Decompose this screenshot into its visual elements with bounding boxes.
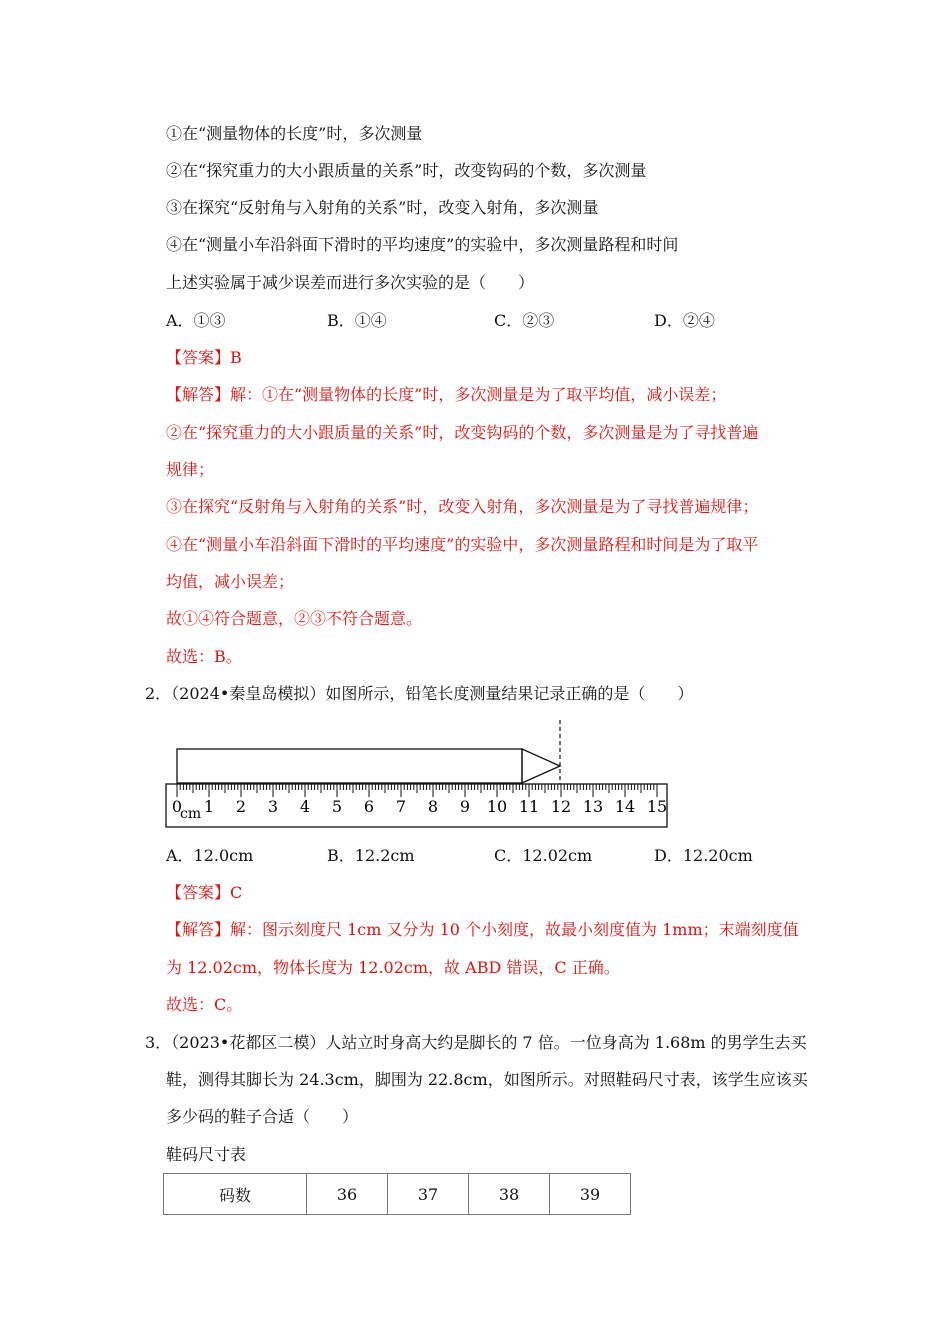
ruler-number: 7 (395, 797, 407, 816)
q1-option-b: B．①④ (327, 311, 387, 330)
q2-option-b: B．12.2cm (327, 846, 415, 865)
q1-analysis-line-3: 规律； (166, 460, 215, 479)
ruler-number: 10 (486, 797, 508, 816)
q1-option-c: C．②③ (494, 311, 555, 330)
q2-option-c: C．12.02cm (494, 846, 593, 865)
q2-answer: 【答案】C (166, 883, 243, 902)
q1-answer: 【答案】B (166, 348, 242, 367)
q2-analysis-line-2: 为 12.02cm，物体长度为 12.02cm，故 ABD 错误，C 正确。 (166, 958, 620, 977)
ruler-number: 4 (299, 797, 311, 816)
ruler-number: 1 (203, 797, 215, 816)
shoe-size-table (163, 1173, 631, 1215)
ruler-number: 14 (614, 797, 636, 816)
table-header-cell: 码数 (164, 1174, 307, 1215)
q1-item-4: ④在“测量小车沿斜面下滑时的平均速度”的实验中，多次测量路程和时间 (166, 235, 679, 254)
ruler-number: 12 (550, 797, 572, 816)
q1-analysis-line-5: ④在“测量小车沿斜面下滑时的平均速度”的实验中，多次测量路程和时间是为了取平 (166, 535, 759, 554)
pencil-tip (522, 749, 560, 783)
table-header-cell: 37 (388, 1174, 469, 1215)
q2-option-a: A．12.0cm (166, 846, 254, 865)
q1-analysis-line-1: 【解答】解：①在“测量物体的长度”时，多次测量是为了取平均值，减小误差； (166, 385, 727, 404)
ruler-number: 5 (331, 797, 343, 816)
ruler-number: 6 (363, 797, 375, 816)
ruler-number: 3 (267, 797, 279, 816)
q1-item-3: ③在探究“反射角与入射角的关系”时，改变入射角，多次测量 (166, 198, 599, 217)
q3-stem-line-3: 多少码的鞋子合适（ ） (166, 1107, 359, 1126)
pencil-body (177, 749, 522, 783)
q1-option-a: A．①③ (166, 311, 226, 330)
q1-option-d: D．②④ (654, 311, 715, 330)
table-header-cell: 39 (550, 1174, 631, 1215)
q2-option-d: D．12.20cm (654, 846, 753, 865)
table-header-cell: 38 (469, 1174, 550, 1215)
q1-analysis-line-7: 故①④符合题意，②③不符合题意。 (166, 609, 423, 628)
q3-stem-line-2: 鞋，测得其脚长为 24.3cm，脚围为 22.8cm，如图所示。对照鞋码尺寸表，该学生应该买 (166, 1070, 808, 1089)
q1-analysis-line-6: 均值，减小误差； (166, 572, 295, 591)
q2-analysis-line-3: 故选：C。 (166, 995, 243, 1014)
q3-stem-line-1: 3．（2023•花都区二模）人站立时身高大约是脚长的 7 倍。一位身高为 1.68m 的男学生去买 (145, 1033, 807, 1052)
q1-item-1: ①在“测量物体的长度”时，多次测量 (166, 124, 423, 143)
ruler-number: 0 (171, 797, 183, 816)
q1-analysis-line-8: 故选：B。 (166, 647, 242, 666)
ruler-unit-label: cm (180, 806, 202, 822)
ruler-number: 9 (459, 797, 471, 816)
q2-stem: 2．（2024•秦皇岛模拟）如图所示，铅笔长度测量结果记录正确的是（ ） (145, 684, 694, 703)
table-header-cell: 36 (307, 1174, 388, 1215)
ruler-number: 11 (518, 797, 540, 816)
q1-analysis-line-2: ②在“探究重力的大小跟质量的关系”时，改变钩码的个数，多次测量是为了寻找普遍 (166, 423, 759, 442)
q1-analysis-line-4: ③在探究“反射角与入射角的关系”时，改变入射角，多次测量是为了寻找普遍规律； (166, 497, 759, 516)
ruler-number: 2 (235, 797, 247, 816)
q1-stem: 上述实验属于减少误差而进行多次实验的是（ ） (166, 273, 535, 292)
pencil-ruler-figure (162, 716, 672, 832)
table-row (164, 1174, 631, 1215)
ruler-number: 15 (646, 797, 668, 816)
q2-analysis-line-1: 【解答】解：图示刻度尺 1cm 又分为 10 个小刻度，故最小刻度值为 1mm；末端刻度值 (166, 920, 799, 939)
q1-item-2: ②在“探究重力的大小跟质量的关系”时，改变钩码的个数，多次测量 (166, 161, 647, 180)
ruler-number: 13 (582, 797, 604, 816)
q3-table-title: 鞋码尺寸表 (166, 1145, 247, 1164)
ruler-number: 8 (427, 797, 439, 816)
